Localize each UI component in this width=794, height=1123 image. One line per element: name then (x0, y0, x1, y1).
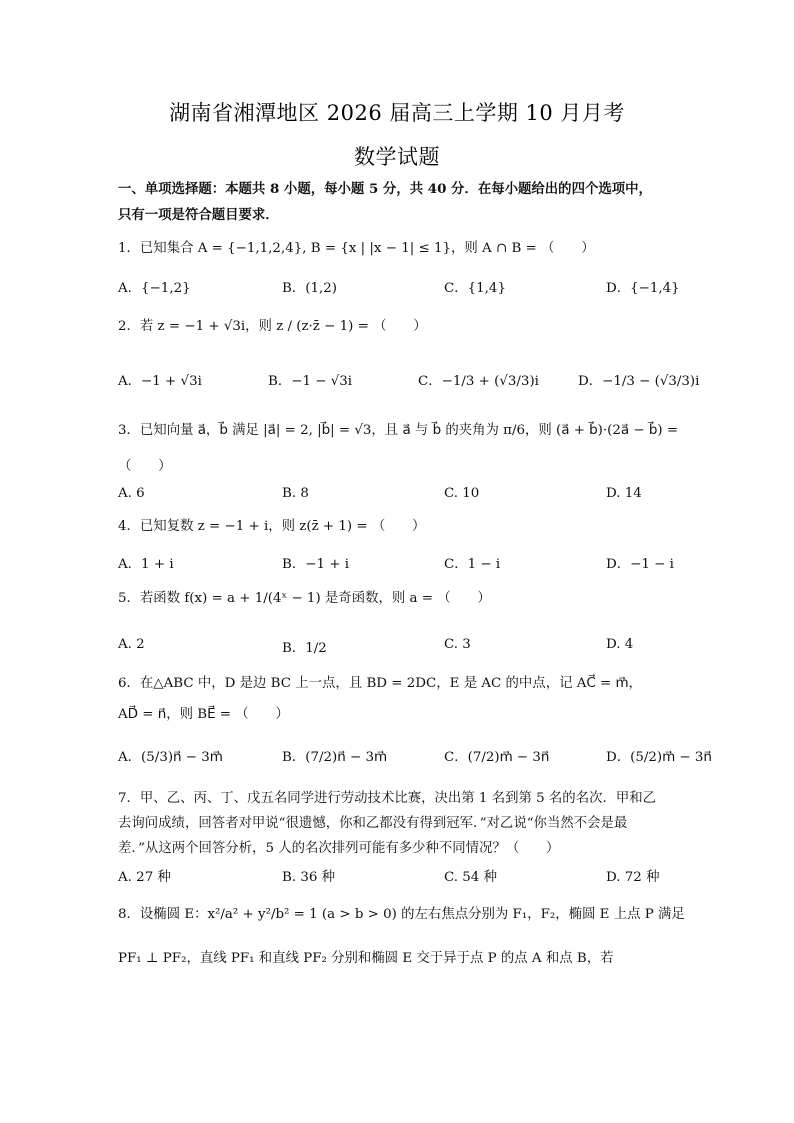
question-4-option-d: D．−1 − i (606, 557, 674, 572)
question-3-option-b: B. 8 (282, 486, 309, 501)
question-3-option-d: D. 14 (606, 486, 642, 501)
question-6-stem-cont: AD⃗ = n⃗，则 BE⃗ = （ ） (118, 707, 289, 722)
question-2-option-c: C．−1/3 + (√3/3)i (418, 374, 539, 389)
question-7-stem: 7．甲、乙、丙、丁、戊五名同学进行劳动技术比赛，决出第 1 名到第 5 名的名次．甲和乙 (118, 791, 657, 806)
question-8-stem: 8．设椭圆 E：x²/a² + y²/b² = 1 (a > b > 0) 的左右焦点分别为 F₁，F₂，椭圆 E 上点 P 满足 (118, 907, 685, 922)
question-7-stem-cont2: 差．”从这两个回答分析，5 人的名次排列可能有多少种不同情况？（ ） (118, 841, 560, 856)
question-5-option-b: B．1/2 (282, 641, 327, 656)
question-3-stem: 3．已知向量 a⃗，b⃗ 满足 |a⃗| = 2, |b⃗| = √3，且 a⃗ 与 b⃗ 的夹角为 π/6，则 (a⃗ + b⃗)·(2a⃗ − b⃗) = (118, 423, 679, 438)
question-7-option-c: C. 54 种 (444, 870, 497, 885)
question-1-option-c: C．{1,4} (444, 281, 506, 296)
question-5-option-c: C. 3 (444, 637, 471, 652)
question-5-options (118, 637, 678, 657)
question-6-option-a: A．(5/3)n⃗ − 3m⃗ (118, 750, 223, 765)
page-title: 湖南省湘潭地区 2026 届高三上学期 10 月月考 (169, 101, 625, 125)
question-4-option-b: B．−1 + i (282, 557, 349, 572)
question-6-option-b: B．(7/2)n⃗ − 3m⃗ (282, 750, 388, 765)
question-7-options (118, 866, 678, 886)
question-8-stem-cont: PF₁ ⊥ PF₂，直线 PF₁ 和直线 PF₂ 分别和椭圆 E 交于异于点 P 的点 A 和点 B，若 (118, 951, 614, 966)
question-1-option-d: D．{−1,4} (606, 281, 680, 296)
page-subtitle: 数学试题 (354, 145, 440, 169)
question-2-option-d: D．−1/3 − (√3/3)i (578, 374, 700, 389)
question-7-option-d: D. 72 种 (606, 870, 660, 885)
question-3-options (118, 486, 678, 506)
question-6-option-d: D．(5/2)m⃗ − 3n⃗ (606, 750, 712, 765)
question-2-option-b: B．−1 − √3i (268, 374, 353, 389)
question-1-options (118, 277, 678, 297)
question-7-stem-cont1: 去询问成绩，回答者对甲说“很遗憾，你和乙都没有得到冠军．”对乙说“你当然不会是最 (118, 816, 628, 831)
question-4-stem: 4．已知复数 z = −1 + i，则 z(z̄ + 1) = （ ） (118, 519, 426, 534)
question-2-options (118, 370, 700, 390)
question-3-option-a: A. 6 (118, 486, 145, 501)
question-3-stem-cont: （ ） (118, 459, 172, 474)
question-5-stem: 5．若函数 f(x) = a + 1/(4ˣ − 1) 是奇函数，则 a = （ ） (118, 591, 491, 606)
question-1-option-a: A．{−1,2} (118, 281, 191, 296)
section-heading-line1: 一、单项选择题：本题共 8 小题，每小题 5 分，共 40 分．在每小题给出的四个选项中， (118, 181, 652, 197)
question-6-option-c: C．(7/2)m⃗ − 3n⃗ (444, 750, 550, 765)
question-5-option-d: D. 4 (606, 637, 634, 652)
question-2-stem: 2．若 z = −1 + √3i，则 z / (z·z̄ − 1) = （ ） (118, 319, 427, 334)
question-6-stem: 6．在△ABC 中，D 是边 BC 上一点，且 BD = 2DC，E 是 AC 的中点，记 AC⃗ = m⃗， (118, 676, 642, 691)
question-2-option-a: A．−1 + √3i (118, 374, 202, 389)
question-3-option-c: C. 10 (444, 486, 480, 501)
section-heading-line2: 只有一项是符合题目要求． (118, 207, 279, 223)
question-4-option-a: A．1 + i (118, 557, 174, 572)
question-4-options (118, 553, 678, 573)
question-1-option-b: B．(1,2) (282, 281, 337, 296)
question-1-stem: 1．已知集合 A = {−1,1,2,4}, B = {x | |x − 1| ≤ 1}，则 A ∩ B = （ ） (118, 241, 595, 256)
question-4-option-c: C．1 − i (444, 557, 501, 572)
question-5-option-a: A. 2 (118, 637, 145, 652)
question-6-options (118, 746, 712, 766)
question-7-option-a: A. 27 种 (118, 870, 171, 885)
question-7-option-b: B. 36 种 (282, 870, 336, 885)
